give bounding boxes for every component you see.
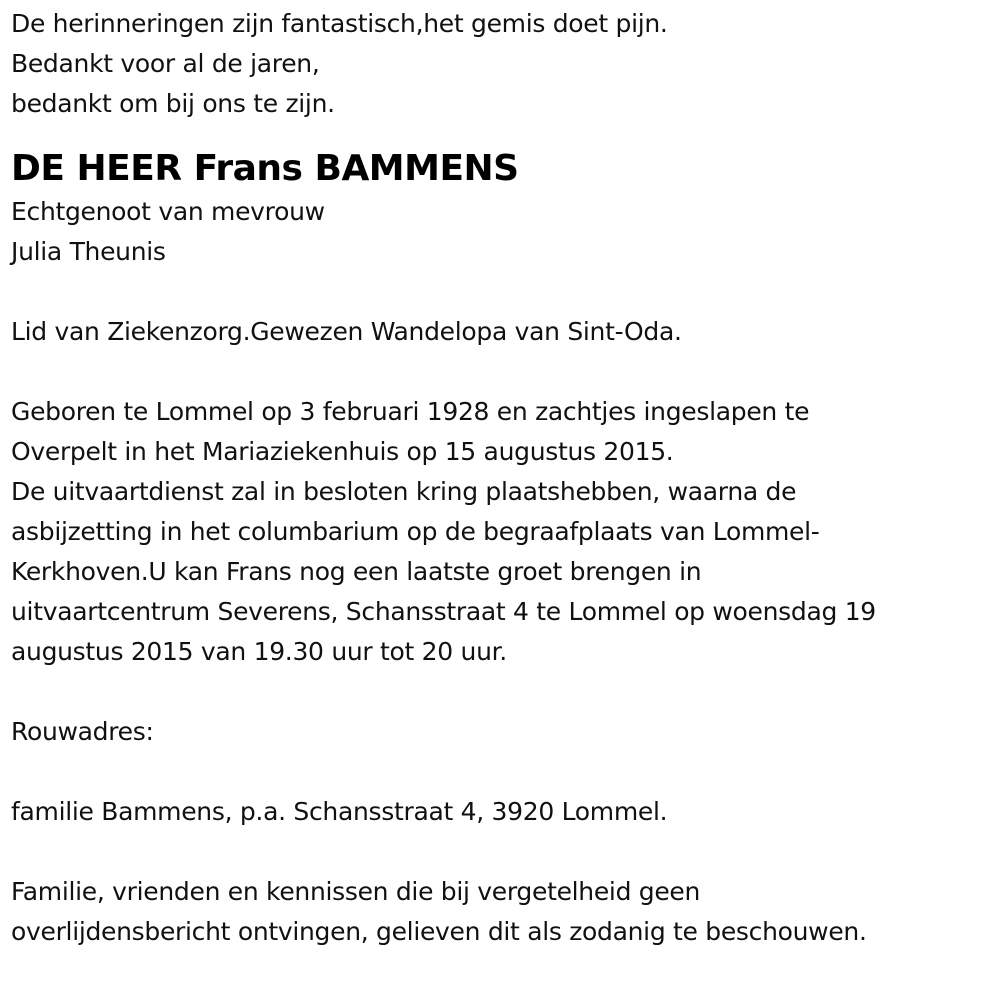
motto-line-3: bedankt om bij ons te zijn.	[11, 89, 335, 118]
notice-line-1: Familie, vrienden en kennissen die bij vergetelheid geen	[11, 877, 701, 906]
spacer	[11, 124, 986, 146]
mourning-address: familie Bammens, p.a. Schansstraat 4, 3920 Lommel.	[11, 797, 668, 826]
details-line-6: uitvaartcentrum Severens, Schansstraat 4 te Lommel op woensdag 19	[11, 597, 876, 626]
spacer	[11, 672, 986, 712]
motto-line-2: Bedankt voor al de jaren,	[11, 49, 320, 78]
relation-line-1: Echtgenoot van mevrouw	[11, 197, 325, 226]
membership-text: Lid van Ziekenzorg.Gewezen Wandelopa van Sint-Oda.	[11, 317, 682, 346]
details-line-2: Overpelt in het Mariaziekenhuis op 15 augustus 2015.	[11, 437, 674, 466]
spacer	[11, 352, 986, 392]
spacer	[11, 752, 986, 792]
spacer	[11, 272, 986, 312]
details-line-7: augustus 2015 van 19.30 uur tot 20 uur.	[11, 637, 507, 666]
details-line-3: De uitvaartdienst zal in besloten kring plaatshebben, waarna de	[11, 477, 797, 506]
details-line-1: Geboren te Lommel op 3 februari 1928 en zachtjes ingeslapen te	[11, 397, 810, 426]
relation-line-2: Julia Theunis	[11, 237, 166, 266]
motto-line-1: De herinneringen zijn fantastisch,het gemis doet pijn.	[11, 9, 668, 38]
spacer	[11, 832, 986, 872]
details-line-4: asbijzetting in het columbarium op de begraafplaats van Lommel-	[11, 517, 820, 546]
deceased-name: DE HEER Frans BAMMENS	[11, 148, 519, 189]
mourning-address-label: Rouwadres:	[11, 717, 154, 746]
details-line-5: Kerkhoven.U kan Frans nog een laatste groet brengen in	[11, 557, 702, 586]
notice-line-2: overlijdensbericht ontvingen, gelieven dit als zodanig te beschouwen.	[11, 917, 867, 946]
obituary-document	[11, 4, 986, 952]
